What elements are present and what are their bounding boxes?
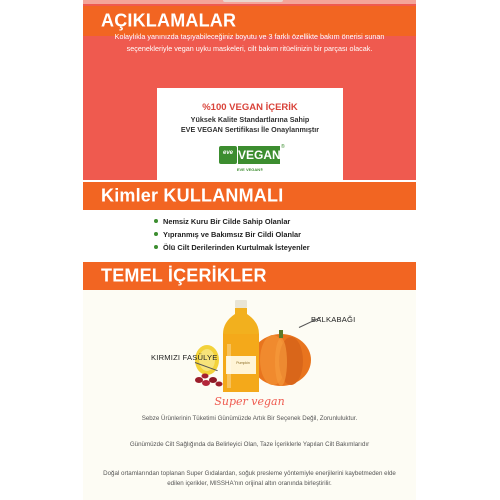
red-bean-label: KIRMIZI FASÜLYE: [151, 353, 218, 362]
eve-leaf-icon: eve: [219, 146, 237, 164]
description-text: Kolaylıkla yanınızda taşıyabileceğiniz boyutu ve 3 farklı özellikte bakım önerisi sunan seçenekleriyle vegan uyku maskeleri, cilt bakım ritüelinizin bir parçası olacak.: [114, 32, 385, 53]
bullet-dot-icon: [154, 232, 158, 236]
vegan-headline: %100 VEGAN İÇERİK: [202, 102, 298, 113]
vegan-subtext-line-2: EVE VEGAN Sertifikası İle Onaylanmıştır: [180, 125, 320, 134]
bullet-dot-icon: [154, 245, 158, 249]
bottle-label: Pumpkin: [236, 361, 250, 365]
who-title: Kimler KULLANMALI: [101, 185, 284, 206]
vegan-logo-box: VEGAN: [238, 148, 281, 162]
ingredients-title: TEMEL İÇERİKLER: [101, 265, 267, 286]
ingredients-paragraph-3: Doğal ortamlarından toplanan Super Gıdalardan, soğuk presleme yöntemiyle enerjilerini kaybetmeden elde edilen içerikler, MISSHA'nın orijinal altın oranında birleştirilir.: [103, 470, 396, 487]
list-item: Ölü Cilt Derilerinden Kurtulmak İsteyenler: [154, 243, 310, 256]
who-list: [154, 217, 310, 256]
product-detail-page: [83, 0, 416, 500]
ingredients-header-band: [83, 262, 416, 290]
ingredients-paragraph-1: Sebze Ürünlerinin Tüketimi Günümüzde Artık Bir Seçenek Değil, Zorunluluktur.: [141, 415, 358, 422]
vegan-subtext: [157, 115, 343, 135]
vegan-subtext-line-1: Yüksek Kalite Standartlarına Sahip: [190, 115, 310, 124]
list-item: Nemsiz Kuru Bir Cilde Sahip Olanlar: [154, 217, 310, 230]
super-vegan-tagline: Super vegan: [214, 395, 285, 408]
bullet-dot-icon: [154, 219, 158, 223]
eve-vegan-logo: [219, 144, 285, 164]
previous-section-text-fragment: [223, 0, 283, 2]
list-item: Yıpranmış ve Bakımsız Bir Cildi Olanlar: [154, 230, 310, 243]
red-bean-icon: [195, 374, 223, 387]
pumpkin-label: BALKABAĞI: [311, 315, 356, 324]
vegan-logo-caption: EVE VEGAN®: [236, 167, 264, 172]
pumpkin-icon: [251, 330, 311, 386]
description-title: AÇIKLAMALAR: [101, 10, 237, 31]
ingredients-illustration: [193, 300, 313, 395]
ingredients-paragraph-2: Günümüzde Cilt Sağlığında da Belirleyici Olan, Taze İçeriklerle Yapılan Cilt Bakımlarıdır: [129, 441, 370, 448]
juice-bottle-icon: [223, 300, 259, 392]
registered-mark: ®: [281, 144, 285, 150]
who-header-band: [83, 182, 416, 210]
vegan-certificate-card: [157, 88, 343, 180]
